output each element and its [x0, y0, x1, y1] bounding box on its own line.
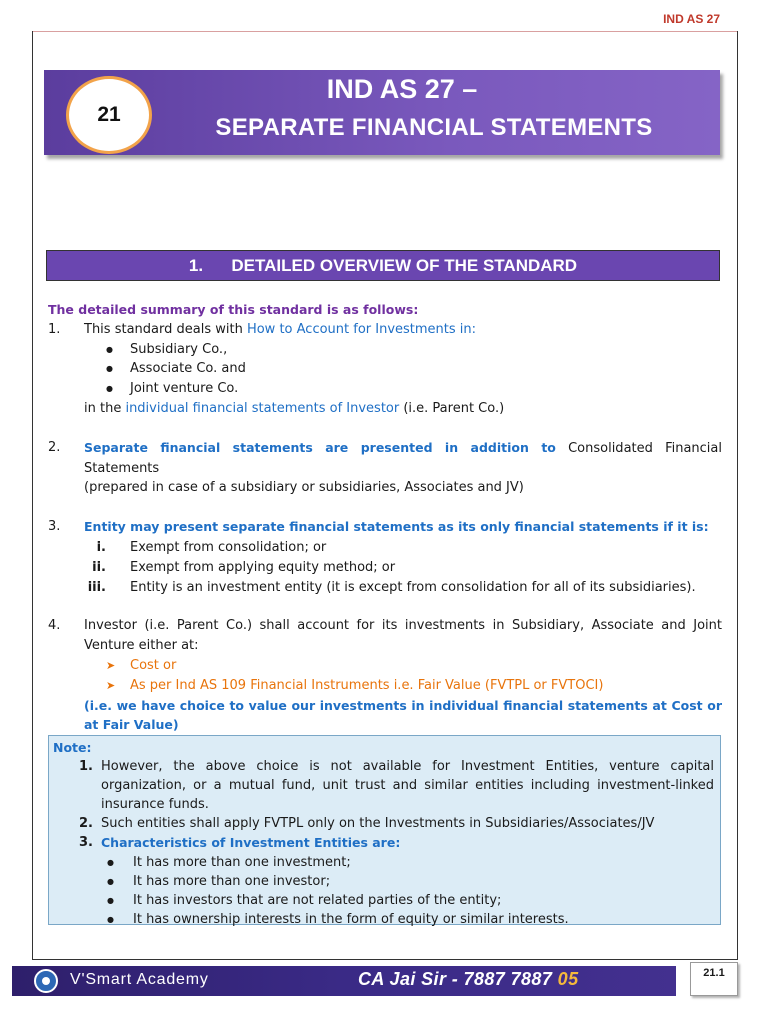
point-number: 1. — [48, 321, 61, 337]
point-number: 2. — [48, 439, 61, 455]
tail-text-end: (i.e. Parent Co.) — [399, 400, 505, 416]
content-body — [48, 300, 722, 735]
chapter-title-line2: SEPARATE FINANCIAL STATEMENTS — [215, 114, 653, 141]
note-number: 2. — [79, 816, 93, 831]
footer-bar — [12, 966, 676, 996]
academy-logo-icon — [34, 969, 58, 993]
note-number: 1. — [79, 759, 93, 774]
point-4-note: (i.e. we have choice to value our investments in individual financial statements at Cost or at Fair Value) — [84, 697, 722, 733]
roman-numeral: iii. — [87, 579, 106, 595]
tail-highlight: individual financial statements of Investor — [125, 400, 400, 416]
lead-text: The detailed summary of this standard is as follows: — [48, 302, 419, 317]
point-highlight: How to Account for Investments in: — [246, 321, 477, 337]
note-text: Characteristics of Investment Entities are: — [101, 835, 401, 850]
list-item — [48, 578, 722, 598]
note-item — [53, 833, 714, 853]
note-bullet: ● It has ownership interests in the form of equity or similar interests. — [53, 910, 714, 929]
note-title: Note: — [53, 740, 92, 755]
list-item — [48, 558, 722, 578]
list-item-text: Entity is an investment entity (it is except from consolidation for all of its subsidiaries). — [130, 579, 696, 595]
point-bold: Entity may present separate financial statements as its only financial statements if it is: — [84, 519, 709, 535]
tail-text: in the — [84, 400, 126, 416]
point-text: Consolidated Financial Statements — [84, 440, 723, 476]
running-header: IND AS 27 — [663, 12, 720, 26]
page-number: 21.1 — [690, 962, 738, 996]
point-1 — [48, 320, 722, 340]
contact-line — [358, 969, 578, 990]
arrow-icon: ➤ — [106, 678, 116, 692]
point-4 — [48, 616, 722, 656]
note-box — [48, 735, 721, 925]
list-item: ● Subsidiary Co., — [48, 340, 722, 360]
note-number: 3. — [79, 835, 93, 850]
option-text: As per Ind AS 109 Financial Instruments i.e. Fair Value (FVTPL or FVTOCI) — [130, 677, 604, 693]
point-bold: Separate financial statements are presented in addition to — [84, 439, 556, 455]
academy-name: V'Smart Academy — [70, 971, 209, 988]
option-text: Cost or — [130, 657, 177, 673]
point-number: 3. — [48, 519, 61, 535]
contact-text: CA Jai Sir - 7887 7887 — [358, 969, 558, 989]
point-text: Investor (i.e. Parent Co.) shall account for its investments in Subsidiary, Associate and Joint Venture either at: — [84, 618, 722, 654]
point-text: This standard deals with — [84, 321, 247, 337]
point-1-tail — [48, 399, 722, 419]
arrow-icon: ➤ — [106, 658, 116, 672]
list-item: ● Associate Co. and — [48, 359, 722, 379]
note-bullet: ● It has more than one investor; — [53, 872, 714, 891]
section-heading: 1. DETAILED OVERVIEW OF THE STANDARD — [46, 250, 720, 281]
note-item — [53, 814, 714, 833]
list-item: ● Joint venture Co. — [48, 379, 722, 399]
point-number: 4. — [48, 618, 61, 634]
note-text: Such entities shall apply FVTPL only on the Investments in Subsidiaries/Associates/JV — [101, 816, 655, 831]
list-item-text: Exempt from consolidation; or — [130, 539, 327, 555]
option-item — [48, 676, 722, 696]
option-item — [48, 656, 722, 676]
note-bullet: ● It has more than one investment; — [53, 853, 714, 872]
note-text: However, the above choice is not available for Investment Entities, venture capital organization, or a mutual fund, unit trust and similar entities including investment-linked insurance funds. — [101, 759, 714, 812]
roman-numeral: ii. — [92, 559, 106, 575]
note-item — [53, 757, 714, 814]
chapter-number-badge: 21 — [66, 76, 152, 154]
point-3 — [48, 517, 722, 538]
roman-numeral: i. — [96, 539, 106, 555]
chapter-title-line1: IND AS 27 – — [326, 74, 478, 104]
list-item-text: Exempt from applying equity method; or — [130, 559, 396, 575]
list-item — [48, 538, 722, 558]
contact-highlight: 05 — [557, 969, 579, 989]
note-bullet: ● It has investors that are not related parties of the entity; — [53, 891, 714, 910]
point-2-line2: (prepared in case of a subsidiary or subsidiaries, Associates and JV) — [84, 480, 524, 496]
point-2 — [48, 438, 722, 479]
